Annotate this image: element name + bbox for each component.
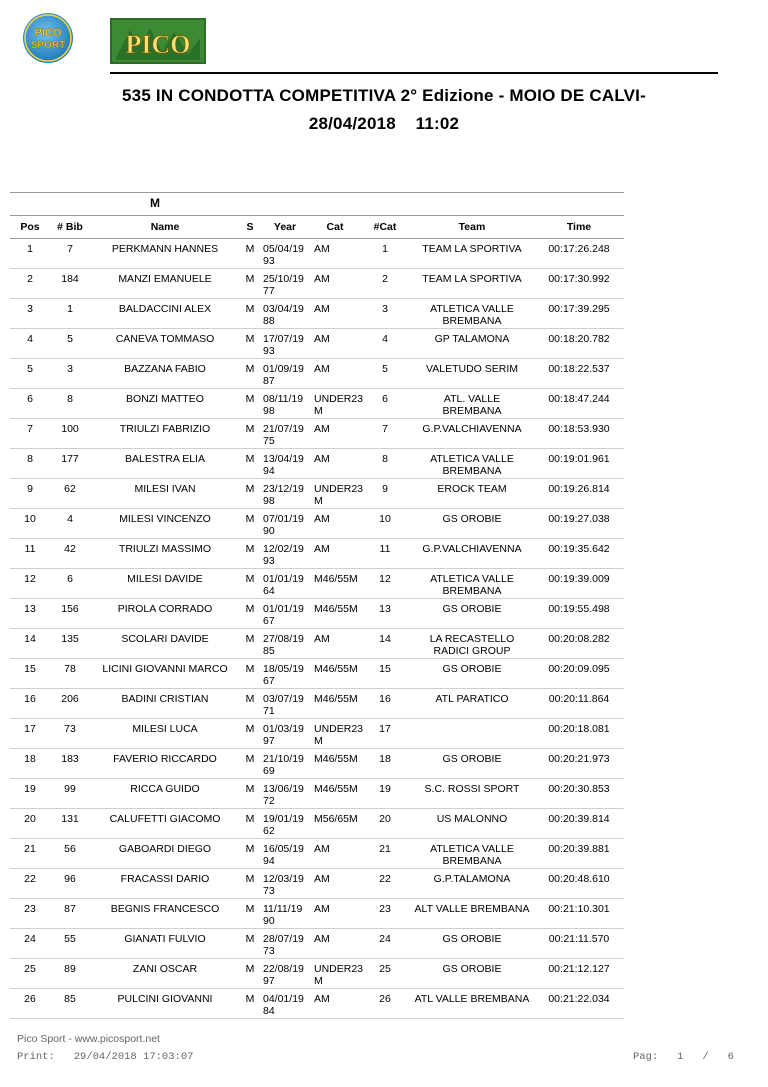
cell-time: 00:20:21.973 xyxy=(534,749,624,779)
page-label: Pag: xyxy=(633,1051,659,1063)
cell-sex: M xyxy=(240,989,260,1019)
cell-bib: 6 xyxy=(50,569,90,599)
table-row xyxy=(10,479,624,509)
cell-cat: AM xyxy=(310,899,360,929)
svg-text:SPORT: SPORT xyxy=(30,40,66,51)
cell-cat: M46/55M xyxy=(310,749,360,779)
cell-time: 00:19:27.038 xyxy=(534,509,624,539)
cell-sex: M xyxy=(240,419,260,449)
cell-name: BADINI CRISTIAN xyxy=(90,689,240,719)
table-row xyxy=(10,929,624,959)
cell-year: 01/03/19 97 xyxy=(260,719,310,749)
table-row xyxy=(10,269,624,299)
cell-ncat: 3 xyxy=(360,299,410,329)
cell-time: 00:21:22.034 xyxy=(534,989,624,1019)
cell-sex: M xyxy=(240,359,260,389)
cell-team: ALT VALLE BREMBANA xyxy=(410,899,534,929)
cell-time: 00:20:39.881 xyxy=(534,839,624,869)
cell-pos: 15 xyxy=(10,659,50,689)
cell-pos: 13 xyxy=(10,599,50,629)
col-sex: S xyxy=(240,216,260,239)
cell-ncat: 16 xyxy=(360,689,410,719)
cell-pos: 19 xyxy=(10,779,50,809)
table-row xyxy=(10,299,624,329)
table-row xyxy=(10,989,624,1019)
pico-event-logo xyxy=(110,18,206,64)
cell-ncat: 6 xyxy=(360,389,410,419)
cell-time: 00:19:01.961 xyxy=(534,449,624,479)
cell-sex: M xyxy=(240,629,260,659)
cell-name: BAZZANA FABIO xyxy=(90,359,240,389)
cell-year: 21/07/19 75 xyxy=(260,419,310,449)
cell-time: 00:21:12.127 xyxy=(534,959,624,989)
cell-year: 03/07/19 71 xyxy=(260,689,310,719)
cell-cat: AM xyxy=(310,509,360,539)
cell-team: US MALONNO xyxy=(410,809,534,839)
cell-team: TEAM LA SPORTIVA xyxy=(410,239,534,269)
svg-text:PICO: PICO xyxy=(34,27,62,39)
cell-cat: AM xyxy=(310,359,360,389)
cell-team: S.C. ROSSI SPORT xyxy=(410,779,534,809)
cell-name: BALESTRA ELIA xyxy=(90,449,240,479)
cell-bib: 5 xyxy=(50,329,90,359)
cell-ncat: 12 xyxy=(360,569,410,599)
cell-team xyxy=(410,719,534,749)
page-title: 535 IN CONDOTTA COMPETITIVA 2° Edizione - MOIO DE CALVI- xyxy=(122,86,646,105)
cell-time: 00:20:48.610 xyxy=(534,869,624,899)
cell-sex: M xyxy=(240,569,260,599)
cell-pos: 4 xyxy=(10,329,50,359)
cell-name: ZANI OSCAR xyxy=(90,959,240,989)
page-total: 6 xyxy=(727,1051,734,1063)
cell-bib: 42 xyxy=(50,539,90,569)
cell-time: 00:18:47.244 xyxy=(534,389,624,419)
print-label: Print: xyxy=(17,1051,55,1063)
cell-year: 12/02/19 93 xyxy=(260,539,310,569)
cell-name: PIROLA CORRADO xyxy=(90,599,240,629)
cell-ncat: 14 xyxy=(360,629,410,659)
cell-team: GS OROBIE xyxy=(410,599,534,629)
table-row xyxy=(10,329,624,359)
cell-bib: 62 xyxy=(50,479,90,509)
cell-ncat: 2 xyxy=(360,269,410,299)
cell-cat: UNDER23 M xyxy=(310,479,360,509)
cell-time: 00:18:20.782 xyxy=(534,329,624,359)
group-header xyxy=(10,192,624,216)
cell-name: PERKMANN HANNES xyxy=(90,239,240,269)
cell-name: TRIULZI FABRIZIO xyxy=(90,419,240,449)
cell-name: MILESI DAVIDE xyxy=(90,569,240,599)
table-row xyxy=(10,449,624,479)
cell-sex: M xyxy=(240,779,260,809)
cell-year: 01/09/19 87 xyxy=(260,359,310,389)
cell-ncat: 23 xyxy=(360,899,410,929)
cell-name: GIANATI FULVIO xyxy=(90,929,240,959)
cell-year: 18/05/19 67 xyxy=(260,659,310,689)
cell-bib: 3 xyxy=(50,359,90,389)
cell-team: GS OROBIE xyxy=(410,929,534,959)
results-grid xyxy=(10,216,624,1019)
cell-pos: 24 xyxy=(10,929,50,959)
cell-name: RICCA GUIDO xyxy=(90,779,240,809)
cell-sex: M xyxy=(240,449,260,479)
cell-name: CALUFETTI GIACOMO xyxy=(90,809,240,839)
group-title: M xyxy=(150,196,160,210)
cell-pos: 23 xyxy=(10,899,50,929)
cell-sex: M xyxy=(240,809,260,839)
cell-bib: 4 xyxy=(50,509,90,539)
cell-name: BALDACCINI ALEX xyxy=(90,299,240,329)
cell-team: G.P.VALCHIAVENNA xyxy=(410,539,534,569)
cell-year: 12/03/19 73 xyxy=(260,869,310,899)
cell-bib: 1 xyxy=(50,299,90,329)
cell-time: 00:17:26.248 xyxy=(534,239,624,269)
cell-cat: AM xyxy=(310,869,360,899)
table-row xyxy=(10,599,624,629)
cell-bib: 131 xyxy=(50,809,90,839)
cell-ncat: 15 xyxy=(360,659,410,689)
cell-year: 28/07/19 73 xyxy=(260,929,310,959)
cell-cat: M46/55M xyxy=(310,569,360,599)
table-row xyxy=(10,629,624,659)
cell-pos: 3 xyxy=(10,299,50,329)
cell-time: 00:20:09.095 xyxy=(534,659,624,689)
col-pos: Pos xyxy=(10,216,50,239)
cell-pos: 9 xyxy=(10,479,50,509)
cell-team: ATLETICA VALLE BREMBANA xyxy=(410,569,534,599)
cell-team: GS OROBIE xyxy=(410,749,534,779)
cell-time: 00:17:39.295 xyxy=(534,299,624,329)
cell-name: MILESI IVAN xyxy=(90,479,240,509)
col-name: Name xyxy=(90,216,240,239)
cell-bib: 78 xyxy=(50,659,90,689)
cell-bib: 8 xyxy=(50,389,90,419)
cell-year: 04/01/19 84 xyxy=(260,989,310,1019)
cell-sex: M xyxy=(240,389,260,419)
cell-ncat: 25 xyxy=(360,959,410,989)
cell-sex: M xyxy=(240,869,260,899)
cell-name: MILESI VINCENZO xyxy=(90,509,240,539)
cell-ncat: 13 xyxy=(360,599,410,629)
cell-cat: AM xyxy=(310,629,360,659)
cell-year: 23/12/19 98 xyxy=(260,479,310,509)
cell-pos: 16 xyxy=(10,689,50,719)
cell-pos: 6 xyxy=(10,389,50,419)
cell-pos: 22 xyxy=(10,869,50,899)
cell-year: 27/08/19 85 xyxy=(260,629,310,659)
table-row xyxy=(10,839,624,869)
cell-pos: 25 xyxy=(10,959,50,989)
cell-cat: AM xyxy=(310,299,360,329)
cell-sex: M xyxy=(240,719,260,749)
cell-bib: 56 xyxy=(50,839,90,869)
cell-team: GS OROBIE xyxy=(410,959,534,989)
cell-pos: 11 xyxy=(10,539,50,569)
cell-pos: 17 xyxy=(10,719,50,749)
cell-pos: 8 xyxy=(10,449,50,479)
cell-cat: M46/55M xyxy=(310,599,360,629)
cell-ncat: 19 xyxy=(360,779,410,809)
cell-year: 01/01/19 64 xyxy=(260,569,310,599)
cell-year: 11/11/19 90 xyxy=(260,899,310,929)
cell-bib: 156 xyxy=(50,599,90,629)
cell-time: 00:19:55.498 xyxy=(534,599,624,629)
cell-cat: AM xyxy=(310,539,360,569)
cell-sex: M xyxy=(240,959,260,989)
cell-bib: 55 xyxy=(50,929,90,959)
cell-pos: 18 xyxy=(10,749,50,779)
cell-cat: M46/55M xyxy=(310,779,360,809)
cell-bib: 135 xyxy=(50,629,90,659)
cell-team: GP TALAMONA xyxy=(410,329,534,359)
cell-pos: 20 xyxy=(10,809,50,839)
table-row xyxy=(10,719,624,749)
table-row xyxy=(10,389,624,419)
cell-name: FRACASSI DARIO xyxy=(90,869,240,899)
cell-year: 03/04/19 88 xyxy=(260,299,310,329)
cell-bib: 177 xyxy=(50,449,90,479)
cell-sex: M xyxy=(240,239,260,269)
cell-year: 21/10/19 69 xyxy=(260,749,310,779)
cell-cat: M46/55M xyxy=(310,659,360,689)
results-table xyxy=(10,192,624,1019)
cell-year: 07/01/19 90 xyxy=(260,509,310,539)
table-row xyxy=(10,779,624,809)
cell-time: 00:20:11.864 xyxy=(534,689,624,719)
cell-time: 00:19:35.642 xyxy=(534,539,624,569)
cell-ncat: 24 xyxy=(360,929,410,959)
cell-team: ATLETICA VALLE BREMBANA xyxy=(410,299,534,329)
picosport-logo xyxy=(22,12,74,64)
page-sep: / xyxy=(702,1051,709,1063)
table-row xyxy=(10,749,624,779)
cell-ncat: 21 xyxy=(360,839,410,869)
cell-sex: M xyxy=(240,689,260,719)
cell-bib: 184 xyxy=(50,269,90,299)
cell-time: 00:21:11.570 xyxy=(534,929,624,959)
cell-sex: M xyxy=(240,329,260,359)
cell-team: LA RECASTELLO RADICI GROUP xyxy=(410,629,534,659)
cell-ncat: 4 xyxy=(360,329,410,359)
cell-sex: M xyxy=(240,269,260,299)
cell-name: BEGNIS FRANCESCO xyxy=(90,899,240,929)
cell-pos: 7 xyxy=(10,419,50,449)
cell-cat: AM xyxy=(310,419,360,449)
cell-sex: M xyxy=(240,749,260,779)
cell-team: GS OROBIE xyxy=(410,509,534,539)
cell-year: 05/04/19 93 xyxy=(260,239,310,269)
cell-year: 01/01/19 67 xyxy=(260,599,310,629)
col-team: Team xyxy=(410,216,534,239)
cell-year: 25/10/19 77 xyxy=(260,269,310,299)
cell-ncat: 22 xyxy=(360,869,410,899)
cell-bib: 73 xyxy=(50,719,90,749)
cell-name: CANEVA TOMMASO xyxy=(90,329,240,359)
cell-name: PULCINI GIOVANNI xyxy=(90,989,240,1019)
table-row xyxy=(10,899,624,929)
cell-cat: M56/65M xyxy=(310,809,360,839)
cell-team: ATLETICA VALLE BREMBANA xyxy=(410,839,534,869)
race-datetime: 28/04/2018 11:02 xyxy=(308,114,460,133)
cell-cat: AM xyxy=(310,269,360,299)
cell-name: LICINI GIOVANNI MARCO xyxy=(90,659,240,689)
svg-text:PICO: PICO xyxy=(125,30,191,59)
cell-ncat: 5 xyxy=(360,359,410,389)
cell-ncat: 18 xyxy=(360,749,410,779)
cell-cat: AM xyxy=(310,239,360,269)
table-row xyxy=(10,539,624,569)
cell-ncat: 20 xyxy=(360,809,410,839)
table-row xyxy=(10,689,624,719)
col-ncat: #Cat xyxy=(360,216,410,239)
cell-team: EROCK TEAM xyxy=(410,479,534,509)
cell-bib: 85 xyxy=(50,989,90,1019)
cell-ncat: 10 xyxy=(360,509,410,539)
cell-year: 17/07/19 93 xyxy=(260,329,310,359)
cell-cat: AM xyxy=(310,929,360,959)
cell-bib: 100 xyxy=(50,419,90,449)
cell-team: ATL PARATICO xyxy=(410,689,534,719)
cell-name: SCOLARI DAVIDE xyxy=(90,629,240,659)
cell-team: ATLETICA VALLE BREMBANA xyxy=(410,449,534,479)
cell-time: 00:18:22.537 xyxy=(534,359,624,389)
cell-name: TRIULZI MASSIMO xyxy=(90,539,240,569)
cell-year: 16/05/19 94 xyxy=(260,839,310,869)
table-row xyxy=(10,509,624,539)
cell-name: GABOARDI DIEGO xyxy=(90,839,240,869)
cell-cat: AM xyxy=(310,839,360,869)
cell-name: MANZI EMANUELE xyxy=(90,269,240,299)
cell-time: 00:21:10.301 xyxy=(534,899,624,929)
cell-time: 00:20:08.282 xyxy=(534,629,624,659)
cell-team: ATL. VALLE BREMBANA xyxy=(410,389,534,419)
cell-bib: 96 xyxy=(50,869,90,899)
cell-sex: M xyxy=(240,659,260,689)
cell-ncat: 1 xyxy=(360,239,410,269)
cell-sex: M xyxy=(240,539,260,569)
cell-bib: 87 xyxy=(50,899,90,929)
cell-name: BONZI MATTEO xyxy=(90,389,240,419)
cell-ncat: 11 xyxy=(360,539,410,569)
cell-sex: M xyxy=(240,929,260,959)
cell-year: 13/06/19 72 xyxy=(260,779,310,809)
cell-time: 00:18:53.930 xyxy=(534,419,624,449)
cell-time: 00:19:39.009 xyxy=(534,569,624,599)
col-bib: # Bib xyxy=(50,216,90,239)
cell-sex: M xyxy=(240,599,260,629)
cell-ncat: 9 xyxy=(360,479,410,509)
cell-cat: UNDER23 M xyxy=(310,959,360,989)
cell-pos: 10 xyxy=(10,509,50,539)
cell-bib: 99 xyxy=(50,779,90,809)
cell-time: 00:19:26.814 xyxy=(534,479,624,509)
cell-team: ATL VALLE BREMBANA xyxy=(410,989,534,1019)
table-row xyxy=(10,419,624,449)
cell-time: 00:17:30.992 xyxy=(534,269,624,299)
cell-pos: 5 xyxy=(10,359,50,389)
cell-cat: M46/55M xyxy=(310,689,360,719)
cell-ncat: 8 xyxy=(360,449,410,479)
cell-sex: M xyxy=(240,479,260,509)
cell-pos: 21 xyxy=(10,839,50,869)
cell-cat: AM xyxy=(310,449,360,479)
table-row xyxy=(10,959,624,989)
cell-pos: 12 xyxy=(10,569,50,599)
header-rule xyxy=(110,72,718,74)
table-row xyxy=(10,809,624,839)
col-year: Year xyxy=(260,216,310,239)
cell-time: 00:20:18.081 xyxy=(534,719,624,749)
cell-pos: 26 xyxy=(10,989,50,1019)
cell-bib: 183 xyxy=(50,749,90,779)
col-time: Time xyxy=(534,216,624,239)
cell-team: G.P.VALCHIAVENNA xyxy=(410,419,534,449)
cell-time: 00:20:30.853 xyxy=(534,779,624,809)
page-current: 1 xyxy=(677,1051,684,1063)
cell-cat: UNDER23 M xyxy=(310,719,360,749)
cell-name: MILESI LUCA xyxy=(90,719,240,749)
cell-cat: AM xyxy=(310,989,360,1019)
cell-team: G.P.TALAMONA xyxy=(410,869,534,899)
cell-year: 22/08/19 97 xyxy=(260,959,310,989)
footer-site: Pico Sport - www.picosport.net xyxy=(17,1033,160,1045)
cell-sex: M xyxy=(240,899,260,929)
cell-bib: 89 xyxy=(50,959,90,989)
table-row xyxy=(10,659,624,689)
cell-team: VALETUDO SERIM xyxy=(410,359,534,389)
cell-cat: UNDER23 M xyxy=(310,389,360,419)
cell-bib: 206 xyxy=(50,689,90,719)
cell-pos: 14 xyxy=(10,629,50,659)
cell-bib: 7 xyxy=(50,239,90,269)
table-row xyxy=(10,569,624,599)
col-cat: Cat xyxy=(310,216,360,239)
cell-ncat: 7 xyxy=(360,419,410,449)
cell-sex: M xyxy=(240,839,260,869)
table-row xyxy=(10,239,624,269)
table-row xyxy=(10,869,624,899)
cell-team: TEAM LA SPORTIVA xyxy=(410,269,534,299)
footer-print xyxy=(17,1051,193,1063)
page-indicator xyxy=(633,1051,734,1063)
header-row xyxy=(10,216,624,239)
cell-ncat: 26 xyxy=(360,989,410,1019)
cell-name: FAVERIO RICCARDO xyxy=(90,749,240,779)
cell-cat: AM xyxy=(310,329,360,359)
cell-sex: M xyxy=(240,299,260,329)
cell-year: 19/01/19 62 xyxy=(260,809,310,839)
cell-time: 00:20:39.814 xyxy=(534,809,624,839)
print-time: 29/04/2018 17:03:07 xyxy=(73,1051,194,1063)
table-row xyxy=(10,359,624,389)
cell-sex: M xyxy=(240,509,260,539)
cell-year: 08/11/19 98 xyxy=(260,389,310,419)
cell-ncat: 17 xyxy=(360,719,410,749)
cell-pos: 1 xyxy=(10,239,50,269)
cell-pos: 2 xyxy=(10,269,50,299)
cell-year: 13/04/19 94 xyxy=(260,449,310,479)
cell-team: GS OROBIE xyxy=(410,659,534,689)
